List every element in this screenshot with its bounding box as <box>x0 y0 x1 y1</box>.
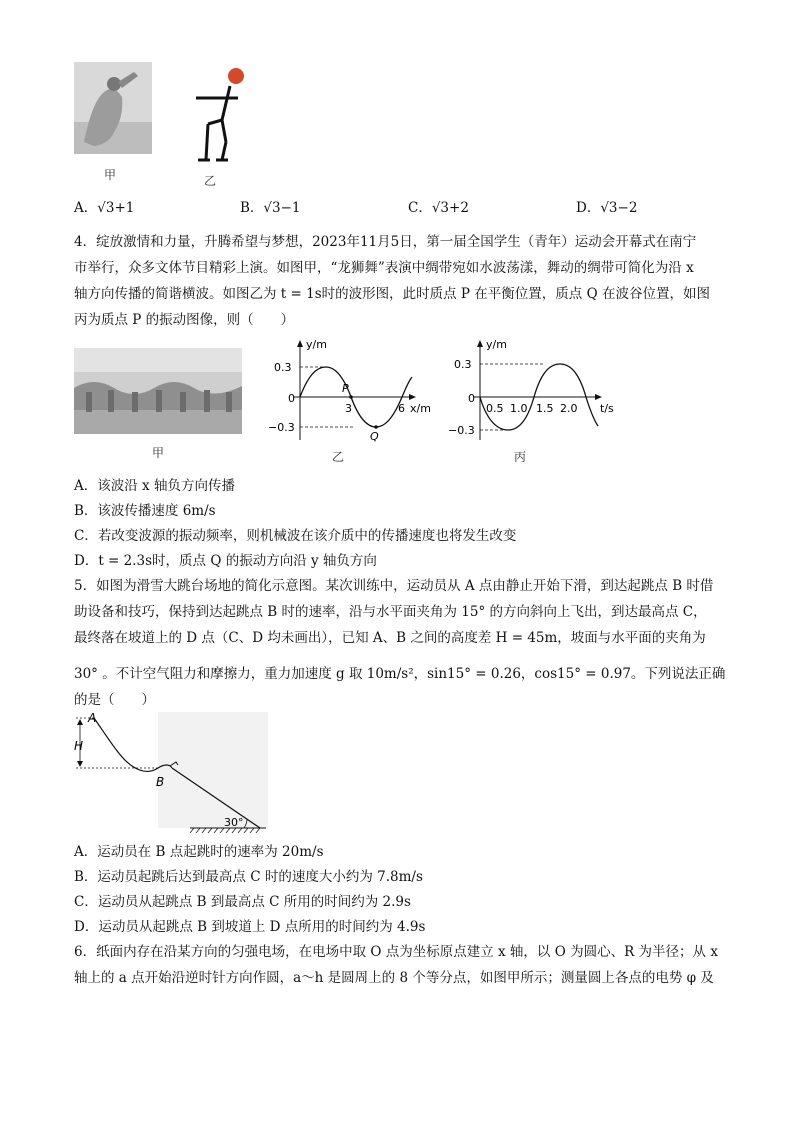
q3-stick-figure-yi <box>186 62 248 172</box>
q4-graph-yi <box>262 336 440 446</box>
q5-option-c: C．运动员从起跳点 B 到最高点 C 所用的时间约为 2.9s <box>74 894 411 910</box>
q5-stem-line-1: 5．如图为滑雪大跳台场地的简化示意图。某次训练中，运动员从 A 点由静止开始下滑，到达起跳点 B 时借 <box>74 578 714 594</box>
graph-bing-xtick-1-5: 1.5 <box>536 402 554 415</box>
graph-yi-y-axis-label: y/m <box>306 338 327 351</box>
q3-option-c: C．√3+2 <box>408 200 469 216</box>
q4-option-a: A．该波沿 x 轴负方向传播 <box>74 478 235 494</box>
q4-stem-line-4: 丙为质点 P 的振动图像，则（ ） <box>74 312 295 328</box>
q5-label-a: A <box>88 711 97 725</box>
q4-fig-label-bing: 丙 <box>514 450 527 464</box>
q4-fig-label-yi: 乙 <box>332 450 345 464</box>
q5-option-b: B．运动员起跳后达到最高点 C 时的速度大小约为 7.8m/s <box>74 869 423 885</box>
q4-stem-line-1: 4．绽放激情和力量，升腾希望与梦想，2023年11月5日，第一届全国学生（青年）运动会开幕式在南宁 <box>74 234 697 250</box>
q4-graph-bing <box>444 336 624 446</box>
q4-option-b: B．该波传播速度 6m/s <box>74 503 216 519</box>
graph-yi-point-q: Q <box>370 430 379 443</box>
graph-bing-origin: 0 <box>468 392 475 405</box>
q4-fig-label-jia: 甲 <box>152 446 165 460</box>
graph-yi-ytick-neg: −0.3 <box>268 421 295 434</box>
q5-stem-line-2: 助设备和技巧，保持到达起跳点 B 时的速率，沿与水平面夹角为 15° 的方向斜向上飞出，到达最高点 C， <box>74 604 707 620</box>
q6-stem-line-1: 6．纸面内存在沿某方向的匀强电场，在电场中取 O 点为坐标原点建立 x 轴，以 O 为圆心、R 为半径；从 x <box>74 944 718 960</box>
q5-label-angle: 30° <box>224 816 244 829</box>
graph-bing-x-axis-label: t/s <box>600 402 614 415</box>
graph-yi-ytick-pos: 0.3 <box>274 361 292 374</box>
q5-option-a: A．运动员在 B 点起跳时的速率为 20m/s <box>74 844 324 860</box>
q6-stem-line-2: 轴上的 a 点开始沿逆时针方向作圆，a～h 是圆周上的 8 个等分点，如图甲所示；测量圆上各点的电势 φ 及 <box>74 970 714 986</box>
q5-stem-line-4: 30° 。不计空气阻力和摩擦力，重力加速度 g 取 10m/s²，sin15° = 0.26，cos15° = 0.97。下列说法正确 <box>74 666 726 682</box>
q4-option-d: D．t = 2.3s时，质点 Q 的振动方向沿 y 轴负方向 <box>74 553 377 569</box>
graph-bing-xtick-1-0: 1.0 <box>510 402 528 415</box>
graph-yi-origin: 0 <box>288 392 295 405</box>
graph-yi-xtick-3: 3 <box>345 402 352 415</box>
q3-option-b: B．√3−1 <box>240 200 301 216</box>
graph-bing-xtick-2-0: 2.0 <box>560 402 578 415</box>
q5-label-b: B <box>156 775 165 789</box>
graph-yi-xtick-6: 6 <box>398 402 405 415</box>
q4-stem-line-2: 市举行，众多文体节目精彩上演。如图甲，“龙狮舞”表演中绸带宛如水波荡漾，舞动的绸带可简化为沿 x <box>74 260 694 276</box>
q4-stem-line-3: 轴方向传播的简谐横波。如图乙为 t = 1s时的波形图，此时质点 P 在平衡位置，质点 Q 在波谷位置，如图 <box>74 286 710 302</box>
q5-label-h: H <box>74 739 84 753</box>
graph-yi-point-p: P <box>342 382 349 395</box>
graph-bing-xtick-0-5: 0.5 <box>486 402 504 415</box>
q5-ski-jump-diagram <box>72 710 272 838</box>
q3-option-a: A．√3+1 <box>74 200 135 216</box>
q3-photo-jia <box>74 62 152 154</box>
q4-photo-jia <box>74 348 242 434</box>
q3-fig-label-yi: 乙 <box>204 174 217 188</box>
q5-option-d: D．运动员从起跳点 B 到坡道上 D 点所用的时间约为 4.9s <box>74 919 426 935</box>
q5-stem-line-5: 的是（ ） <box>74 692 155 708</box>
q4-option-c: C．若改变波源的振动频率，则机械波在该介质中的传播速度也将发生改变 <box>74 528 517 544</box>
graph-bing-ytick-pos: 0.3 <box>454 358 472 371</box>
graph-yi-x-axis-label: x/m <box>410 402 431 415</box>
q3-fig-label-jia: 甲 <box>104 168 117 182</box>
q3-option-d: D．√3−2 <box>576 200 638 216</box>
graph-bing-y-axis-label: y/m <box>486 338 507 351</box>
graph-bing-ytick-neg: −0.3 <box>448 424 475 437</box>
q5-stem-line-3: 最终落在坡道上的 D 点（C、D 均未画出），已知 A、B 之间的高度差 H = 45m，坡面与水平面的夹角为 <box>74 630 706 646</box>
